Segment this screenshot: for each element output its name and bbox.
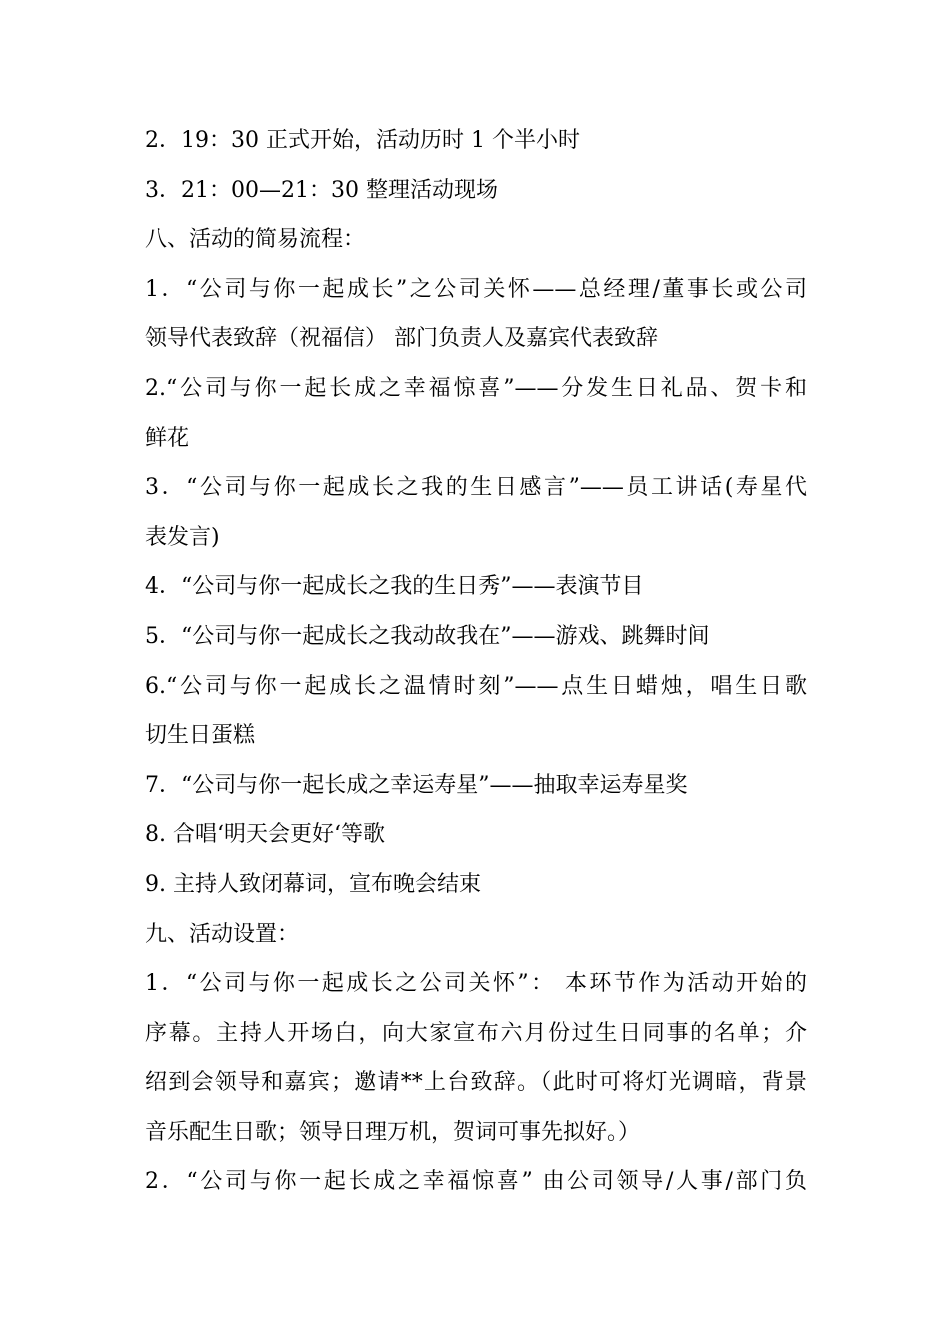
text-line-process-8: 8. 合唱‘明天会更好‘等歌 <box>145 822 385 848</box>
text-line-process-6a: 6.“公司与你一起成长之温情时刻”——点生日蜡烛，唱生日歌 <box>145 673 807 699</box>
text-line-process-6b: 切生日蛋糕 <box>145 723 256 749</box>
text-line-settings-1a: 1．“公司与你一起成长之公司关怀”： 本环节作为活动开始的 <box>145 971 807 997</box>
section-heading-settings: 九、活动设置： <box>145 921 300 947</box>
text-line-process-9: 9. 主持人致闭幕词，宣布晚会结束 <box>145 871 481 897</box>
text-line-settings-1c: 绍到会领导和嘉宾；邀请**上台致辞。（此时可将灯光调暗，背景 <box>145 1070 807 1096</box>
text-line-schedule-cleanup: 3．21：00—21：30 整理活动现场 <box>145 177 498 203</box>
text-line-settings-2a: 2．“公司与你一起长成之幸福惊喜” 由公司领导/人事/部门负 <box>145 1169 807 1195</box>
text-line-process-3a: 3．“公司与你一起成长之我的生日感言”——员工讲话(寿星代 <box>145 475 807 501</box>
text-line-process-1a: 1．“公司与你一起成长”之公司关怀——总经理/董事长或公司 <box>145 276 807 302</box>
text-line-process-2a: 2.“公司与你一起长成之幸福惊喜”——分发生日礼品、贺卡和 <box>145 375 807 401</box>
text-line-schedule-start: 2．19：30 正式开始，活动历时 1 个半小时 <box>145 128 580 153</box>
text-line-process-1b: 领导代表致辞（祝福信） 部门负责人及嘉宾代表致辞 <box>145 326 658 352</box>
text-line-settings-1d: 音乐配生日歌；领导日理万机，贺词可事先拟好。） <box>145 1119 641 1145</box>
text-line-process-5: 5．“公司与你一起成长之我动故我在”——游戏、跳舞时间 <box>145 623 710 649</box>
text-line-process-2b: 鲜花 <box>145 425 190 451</box>
text-line-process-3b: 表发言) <box>145 524 220 550</box>
text-line-process-4: 4．“公司与你一起成长之我的生日秀”——表演节目 <box>145 574 644 600</box>
section-heading-process: 八、活动的简易流程： <box>145 227 366 253</box>
text-line-settings-1b: 序幕。主持人开场白，向大家宣布六月份过生日同事的名单；介 <box>145 1020 807 1046</box>
text-line-process-7: 7．“公司与你一起长成之幸运寿星”——抽取幸运寿星奖 <box>145 772 688 798</box>
document-body <box>145 116 807 1207</box>
